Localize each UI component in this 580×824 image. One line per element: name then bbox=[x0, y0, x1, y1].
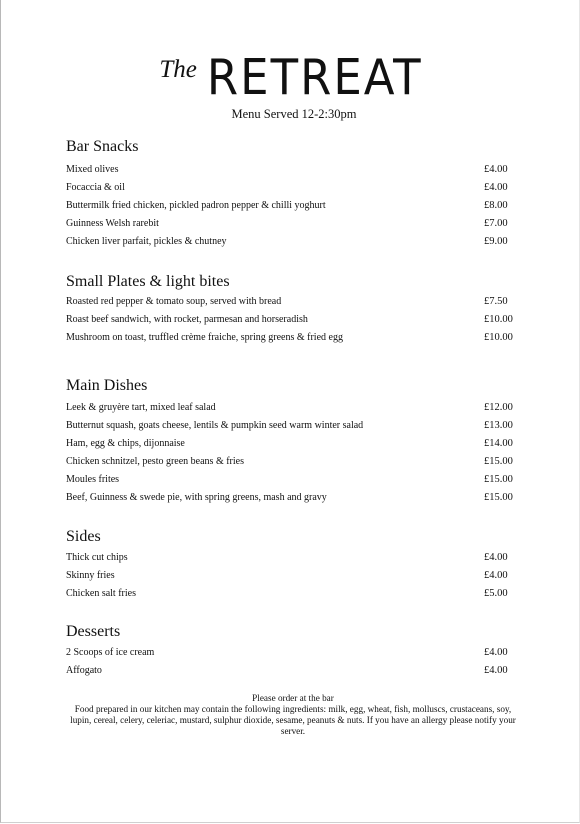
item-name: Skinny fries bbox=[66, 570, 115, 581]
item-name: Roasted red pepper & tomato soup, served with bread bbox=[66, 296, 282, 307]
section-title: Main Dishes bbox=[66, 377, 148, 394]
item-price: £10.00 bbox=[484, 332, 513, 343]
item-name: Guinness Welsh rarebit bbox=[66, 218, 159, 229]
item-price: £4.00 bbox=[484, 182, 508, 193]
menu-item bbox=[66, 453, 516, 471]
item-name: Mixed olives bbox=[66, 164, 119, 175]
logo-the: The bbox=[159, 56, 197, 83]
menu-item bbox=[66, 179, 516, 197]
menu-item bbox=[66, 567, 516, 585]
item-name: Affogato bbox=[66, 665, 102, 676]
item-name: Chicken schnitzel, pesto green beans & fries bbox=[66, 456, 244, 467]
item-price: £4.00 bbox=[484, 164, 508, 175]
logo bbox=[1, 48, 580, 107]
item-price: £7.00 bbox=[484, 218, 508, 229]
item-name: Butternut squash, goats cheese, lentils & pumpkin seed warm winter salad bbox=[66, 420, 364, 431]
section-main-dishes bbox=[66, 376, 516, 507]
item-name: Leek & gruyère tart, mixed leaf salad bbox=[66, 402, 216, 413]
item-name: Moules frites bbox=[66, 474, 120, 485]
item-price: £4.00 bbox=[484, 552, 508, 563]
menu-item bbox=[66, 311, 516, 329]
item-name: Focaccia & oil bbox=[66, 182, 125, 193]
item-price: £12.00 bbox=[484, 402, 513, 413]
menu-item bbox=[66, 161, 516, 179]
menu-item bbox=[66, 215, 516, 233]
item-name: Ham, egg & chips, dijonnaise bbox=[66, 438, 185, 449]
item-price: £9.00 bbox=[484, 236, 508, 247]
menu-item bbox=[66, 489, 516, 507]
menu-item bbox=[66, 417, 516, 435]
service-hours: Menu Served 12-2:30pm bbox=[231, 107, 357, 121]
section-title: Sides bbox=[66, 528, 101, 545]
item-price: £4.00 bbox=[484, 570, 508, 581]
item-name: Thick cut chips bbox=[66, 552, 128, 563]
item-name: Roast beef sandwich, with rocket, parmesan and horseradish bbox=[66, 314, 308, 325]
menu-item bbox=[66, 233, 516, 251]
section-bar-snacks bbox=[66, 137, 516, 251]
menu-item bbox=[66, 471, 516, 489]
menu-item bbox=[66, 399, 516, 417]
item-price: £4.00 bbox=[484, 665, 508, 676]
menu-item bbox=[66, 197, 516, 215]
section-desserts bbox=[66, 622, 516, 680]
section-small-plates bbox=[66, 272, 516, 347]
item-price: £8.00 bbox=[484, 200, 508, 211]
logo-retreat: RETREAT bbox=[206, 48, 423, 107]
item-price: £14.00 bbox=[484, 438, 513, 449]
menu-item bbox=[66, 293, 516, 311]
order-note: Please order at the bar bbox=[252, 693, 334, 703]
item-price: £13.00 bbox=[484, 420, 513, 431]
menu-item bbox=[66, 329, 516, 347]
item-price: £15.00 bbox=[484, 456, 513, 467]
item-name: Chicken salt fries bbox=[66, 588, 136, 599]
section-title: Small Plates & light bites bbox=[66, 273, 230, 290]
menu-item bbox=[66, 549, 516, 567]
allergy-note: Food prepared in our kitchen may contain the following ingredients: milk, egg, wheat, fish, molluscs, crustaceans, soy, lupin, cereal, celery, celeriac, mustard, sulphur dioxide, sesame, peanuts & nuts. If you have an allergy please notify your server. bbox=[70, 704, 516, 736]
section-title: Bar Snacks bbox=[66, 138, 139, 155]
item-price: £7.50 bbox=[484, 296, 508, 307]
footer bbox=[65, 693, 521, 737]
item-name: 2 Scoops of ice cream bbox=[66, 647, 155, 658]
item-price: £15.00 bbox=[484, 492, 513, 503]
menu-item bbox=[66, 644, 516, 662]
item-price: £10.00 bbox=[484, 314, 513, 325]
menu-item bbox=[66, 662, 516, 680]
menu-item bbox=[66, 435, 516, 453]
item-price: £15.00 bbox=[484, 474, 513, 485]
item-price: £5.00 bbox=[484, 588, 508, 599]
item-name: Buttermilk fried chicken, pickled padron pepper & chilli yoghurt bbox=[66, 200, 326, 211]
item-price: £4.00 bbox=[484, 647, 508, 658]
section-sides bbox=[66, 527, 516, 603]
section-title: Desserts bbox=[66, 623, 121, 640]
item-name: Beef, Guinness & swede pie, with spring greens, mash and gravy bbox=[66, 492, 327, 503]
item-name: Chicken liver parfait, pickles & chutney bbox=[66, 236, 227, 247]
menu-item bbox=[66, 585, 516, 603]
item-name: Mushroom on toast, truffled crème fraiche, spring greens & fried egg bbox=[66, 332, 343, 343]
